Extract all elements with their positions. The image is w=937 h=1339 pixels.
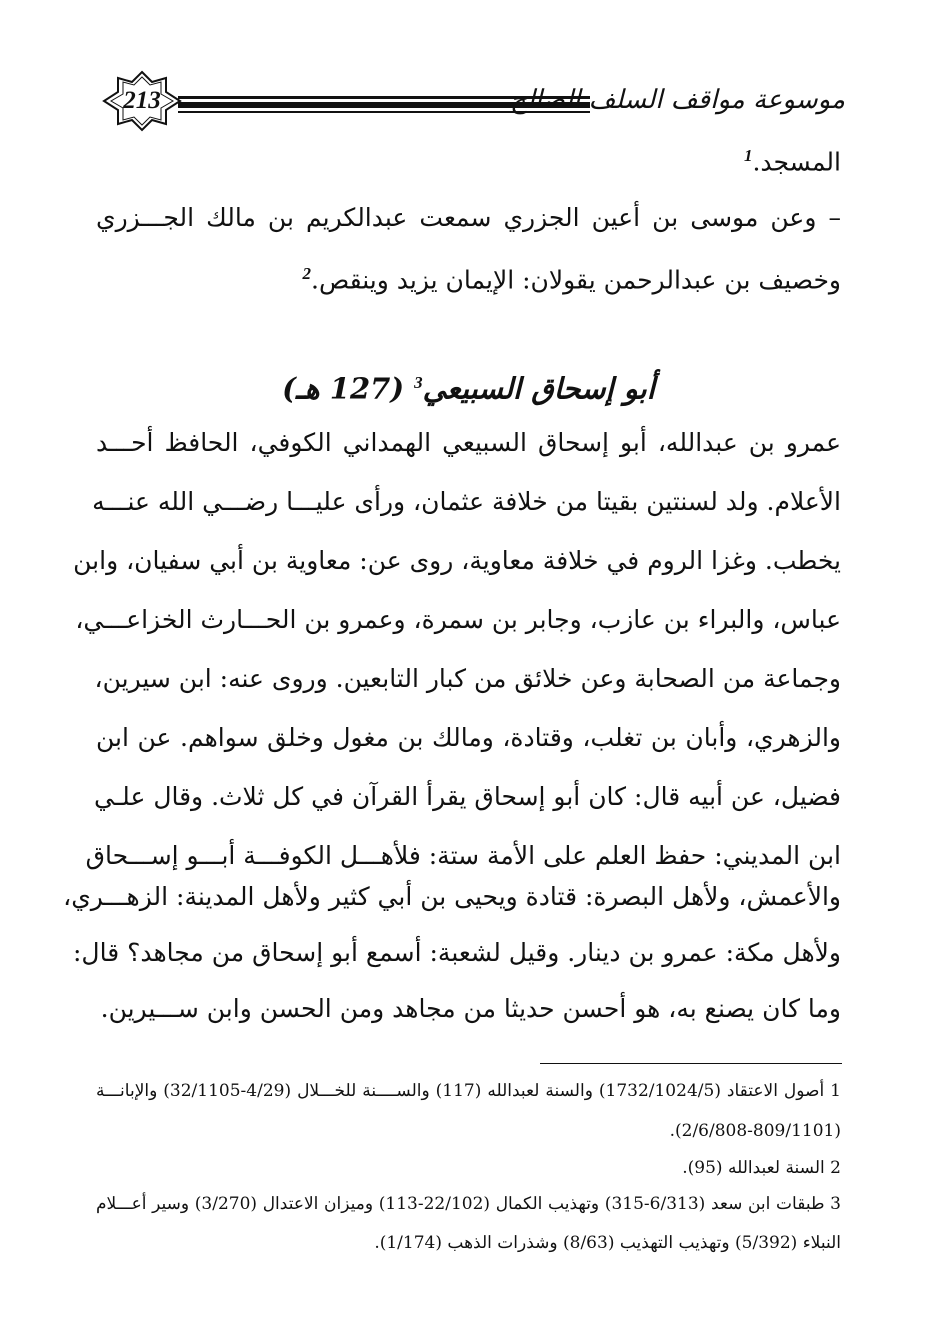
body-line: والأعمش، ولأهل البصرة: قتادة ويحيى بن أبي كثير ولأهل المدينة: الزهـــري، <box>63 882 841 911</box>
body-line: فضيل، عن أبيه قال: كان أبو إسحاق يقرأ القرآن في كل ثلاث. وقال علـي <box>94 782 841 811</box>
body-line: عباس، والبراء بن عازب، وجابر بن سمرة، وعمرو بن الحـــارث الخزاعـــي، <box>75 605 841 634</box>
footnote-line: (2/6/808-809/1101). <box>669 1121 841 1141</box>
body-line: ولأهل مكة: عمرو بن دينار. وقيل لشعبة: أسمع أبو إسحاق من مجاهد؟ قال: <box>73 938 841 967</box>
book-title: موسوعة مواقف السلف الصالح <box>510 85 845 115</box>
footnote-line: 1 أصول الاعتقاد (1732/1024/5) والسنة لعبدالله (117) والســــنة للخـــلال (4/29-32/1105) والإبانـــة <box>96 1081 841 1101</box>
body-line: عمرو بن عبدالله، أبو إسحاق السبيعي الهمداني الكوفي، الحافظ أحـــد <box>96 428 841 457</box>
footnote-line: 2 السنة لعبدالله (95). <box>682 1158 841 1178</box>
body-line: الأعلام. ولد لسنتين بقيتا من خلافة عثمان، ورأى عليـــا رضـــي الله عنـــه <box>92 487 841 516</box>
body-line: وما كان يصنع به، هو أحسن حديثا من مجاهد ومن الحسن وابن ســـيرين. <box>100 994 841 1023</box>
section-heading: أبو إسحاق السبيعي$^3$ (127 هـ) <box>282 371 655 406</box>
body-line: – وعن موسى بن أعين الجزري سمعت عبدالكريم بن مالك الجـــزري <box>96 203 841 232</box>
body-line: ابن المديني: حفظ العلم على الأمة ستة: فلأهـــل الكوفـــة أبـــو إســـحاق <box>85 841 841 870</box>
footnote-line: النبلاء (5/392) وتهذيب التهذيب (8/63) وشذرات الذهب (1/174). <box>374 1233 841 1253</box>
footnote-ref: 1 <box>743 146 753 165</box>
heading-date: (127 هـ) <box>282 371 405 406</box>
footnote-separator <box>540 1063 842 1064</box>
body-line: والزهري، وأبان بن تغلب، وقتادة، ومالك بن مغول وخلق سواهم. عن ابن <box>96 723 841 752</box>
body-line: وجماعة من الصحابة وعن خلائق من كبار التابعين. وروى عنه: ابن سيرين، <box>94 664 841 693</box>
footnote-line: 3 طبقات ابن سعد (6/313-315) وتهذيب الكمال (22/102-113) وميزان الاعتدال (3/270) وسير أعـــلام <box>96 1194 841 1214</box>
body-line: وخصيف بن عبدالرحمن يقولان: الإيمان يزيد وينقص.$^2$ <box>302 264 841 295</box>
body-line: يخطب. وغزا الروم في خلافة معاوية، روى عن: معاوية بن أبي سفيان، وابن <box>73 546 841 575</box>
body-line: المسجد.$^1$ <box>743 146 841 177</box>
footnote-ref: 2 <box>302 264 312 283</box>
page-number: 213 <box>123 87 161 114</box>
page-header <box>100 70 845 132</box>
footnote-ref: 3 <box>414 373 423 392</box>
